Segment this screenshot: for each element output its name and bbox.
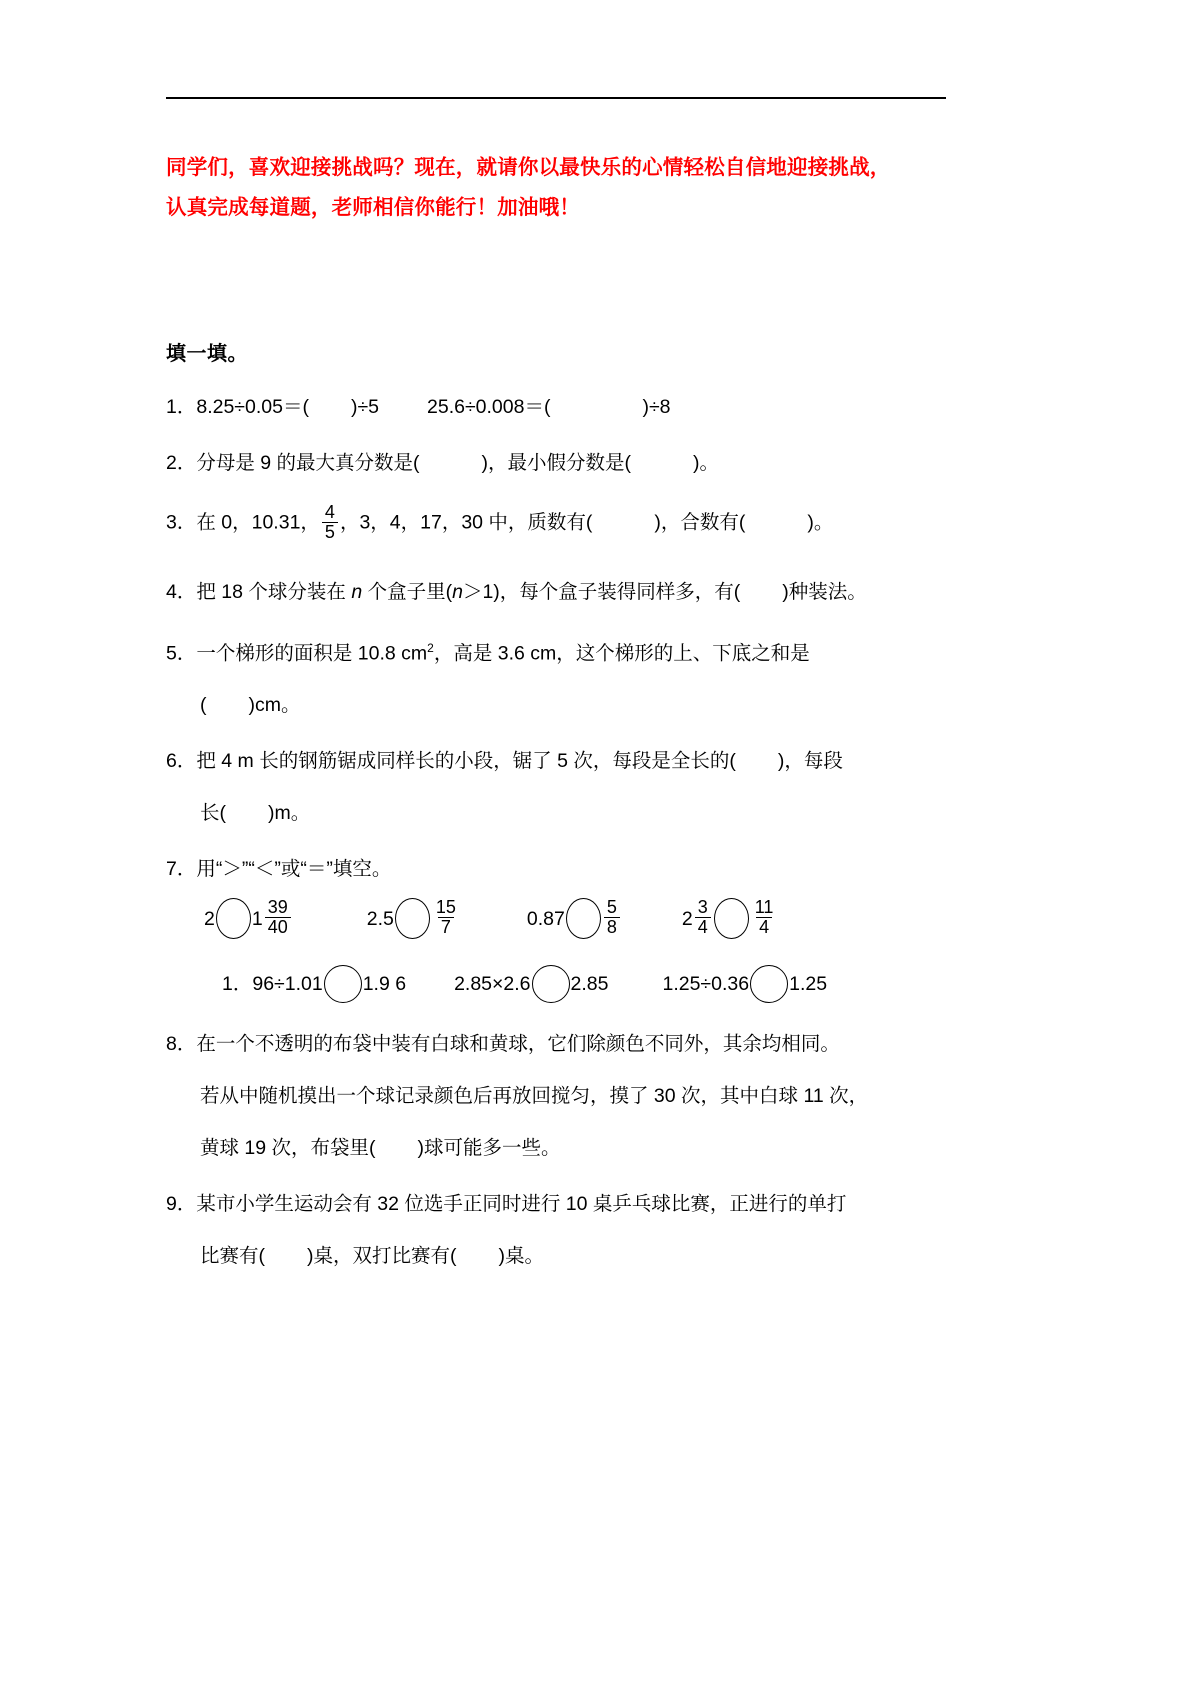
q7-label: 7． <box>166 858 197 881</box>
q7-prompt: 用“＞”“＜”或“＝”填空。 <box>196 858 392 881</box>
q3-fraction-numerator: 4 <box>324 502 335 522</box>
q8-line-1: 在一个不透明的布袋中装有白球和黄球，它们除颜色不同外，其余均相同。 <box>196 1033 840 1056</box>
q4-part-3: ＞1)，每个盒子装得同样多，有( <box>462 580 741 603</box>
q7-compare-item-4 <box>682 898 779 939</box>
q8-line-3 <box>200 1133 966 1163</box>
q9-line2-c: )桌。 <box>498 1245 544 1268</box>
q7-item6-left: 2.85×2.6 <box>454 973 531 996</box>
q7-item4-circle[interactable] <box>714 898 749 939</box>
q7-item4-left-mixed <box>682 899 713 938</box>
q8-label: 8． <box>166 1033 197 1056</box>
q7-item6-circle[interactable] <box>532 965 570 1003</box>
q3-fraction-denominator: 5 <box>322 522 338 542</box>
q7-comparison-row-1 <box>204 898 966 939</box>
question-8 <box>166 1029 966 1163</box>
q1-label: 1． <box>166 396 197 418</box>
q8-line3-b: )球可能多一些。 <box>417 1137 561 1160</box>
q7-compare-item-1 <box>204 898 293 939</box>
q7-item3-left: 0.87 <box>526 907 565 930</box>
section-title: 填一填。 <box>166 343 248 365</box>
question-list <box>166 392 966 1297</box>
q7-item1-denominator: 40 <box>265 917 291 937</box>
q6-part-1: 把 4 m 长的钢筋锯成同样长的小段，锯了 5 次，每段是全长的( <box>196 750 736 773</box>
q4-variable-n-2: n <box>452 580 463 603</box>
q7-item1-circle[interactable] <box>216 898 251 939</box>
question-4 <box>166 577 966 607</box>
q7-comparison-row-2 <box>222 965 966 1003</box>
q7-item1-left: 2 <box>204 907 215 930</box>
q7-comparison-rows <box>204 898 966 1003</box>
q7-item7-right: 1.25 <box>789 973 828 996</box>
question-9 <box>166 1189 966 1271</box>
q6-label: 6． <box>166 750 197 773</box>
question-3 <box>166 504 966 543</box>
q2-label: 2． <box>166 452 197 474</box>
q7-compare-item-2 <box>367 898 461 939</box>
q7-item2-fraction <box>433 898 459 937</box>
q7-item3-numerator: 5 <box>606 897 617 918</box>
intro-line-2: 认真完成每道题，老师相信你能行！加油哦！ <box>166 196 580 219</box>
q4-part-2: 个盒子里( <box>362 580 453 603</box>
q3-fraction-four-fifths <box>322 503 338 542</box>
question-2 <box>166 448 966 478</box>
q1-expr-b-right: )÷8 <box>642 396 671 418</box>
q4-variable-n: n <box>351 580 363 603</box>
q7-item3-fraction <box>604 898 620 937</box>
q4-part-1: 把 18 个球分装在 <box>196 580 352 603</box>
q1-expr-a-left: 8.25÷0.05＝( <box>196 396 309 418</box>
q7-item5-left: 1．96÷1.01 <box>222 973 323 996</box>
q7-item5-right: 1.9 6 <box>362 973 407 996</box>
q9-line2-b: )桌，双打比赛有( <box>307 1245 457 1268</box>
q7-item1-numerator: 39 <box>267 897 288 918</box>
q6-line2-a: 长( <box>200 802 226 825</box>
q7-compare-item-7 <box>662 965 827 1003</box>
q4-label: 4． <box>166 580 197 603</box>
q8-line3-a: 黄球 19 次，布袋里( <box>200 1137 376 1160</box>
q3-part-2: ，3，4，17，30 中，质数有( <box>339 511 593 534</box>
q3-part-4: )。 <box>807 511 834 534</box>
q7-item7-left: 1.25÷0.36 <box>662 973 750 996</box>
q7-item4-left-whole: 2 <box>681 907 693 930</box>
q7-compare-item-5 <box>222 965 406 1003</box>
q7-compare-item-3 <box>527 898 622 939</box>
intro-line-1: 同学们，喜欢迎接挑战吗？现在，就请你以最快乐的心情轻松自信地迎接挑战， <box>166 156 891 179</box>
q7-item1-fraction <box>265 898 291 937</box>
q7-item6-right: 2.85 <box>570 973 609 996</box>
q7-item4-left-fraction <box>695 898 711 937</box>
q8-line-2: 若从中随机摸出一个球记录颜色后再放回搅匀，摸了 30 次，其中白球 11 次， <box>200 1085 869 1108</box>
question-6 <box>166 746 966 828</box>
q7-item4-right-denominator: 4 <box>756 917 772 937</box>
q7-item3-circle[interactable] <box>566 898 601 939</box>
q4-part-4: )种装法。 <box>782 580 867 603</box>
q9-line2-a: 比赛有( <box>200 1245 265 1268</box>
q7-item1-right-whole: 1 <box>251 907 263 930</box>
q5-line-2 <box>200 690 966 720</box>
q5-line2-b: )cm。 <box>248 694 301 717</box>
q5-part-1: 一个梯形的面积是 10.8 cm <box>196 642 428 665</box>
q9-line-2 <box>200 1241 966 1271</box>
q6-part-2: )，每段 <box>777 750 843 773</box>
q7-item4-right-numerator: 11 <box>754 897 774 918</box>
q7-item4-left-denominator: 4 <box>695 917 711 937</box>
q6-line2-b: )m。 <box>268 802 311 825</box>
q2-part-2: )，最小假分数是( <box>481 452 632 474</box>
q1-expr-b-left: 25.6÷0.008＝( <box>427 396 551 418</box>
q7-item2-circle[interactable] <box>395 898 430 939</box>
q7-compare-item-6 <box>454 965 608 1003</box>
q5-part-2: ，高是 3.6 cm，这个梯形的上、下底之和是 <box>433 642 810 665</box>
q9-label: 9． <box>166 1193 197 1216</box>
q2-part-1: 分母是 9 的最大真分数是( <box>196 452 420 474</box>
header-divider <box>166 97 946 99</box>
q5-label: 5． <box>166 642 197 665</box>
q9-line-1: 某市小学生运动会有 32 位选手正同时进行 10 桌乒乓球比赛，正进行的单打 <box>196 1193 847 1216</box>
q7-item4-left-numerator: 3 <box>697 897 708 918</box>
q7-item3-denominator: 8 <box>604 917 620 937</box>
q7-item2-denominator: 7 <box>438 917 454 937</box>
question-5 <box>166 633 966 721</box>
q3-part-1: 在 0，10.31， <box>196 511 320 534</box>
q3-part-3: )，合数有( <box>654 511 746 534</box>
question-1 <box>166 392 966 422</box>
q7-item7-circle[interactable] <box>750 965 788 1003</box>
intro-message <box>166 148 956 228</box>
question-7 <box>166 854 966 1003</box>
q3-label: 3． <box>166 511 197 534</box>
q7-item5-circle[interactable] <box>324 965 362 1003</box>
q7-item2-left: 2.5 <box>366 907 394 930</box>
q5-line2-a: ( <box>200 694 207 717</box>
q7-item2-numerator: 15 <box>435 897 456 918</box>
q7-item4-right-fraction <box>752 898 777 937</box>
q1-expr-a-right: )÷5 <box>350 396 380 418</box>
q6-line-2 <box>200 798 966 828</box>
q5-square-exponent: 2 <box>427 640 434 655</box>
q2-part-3: )。 <box>693 452 720 474</box>
